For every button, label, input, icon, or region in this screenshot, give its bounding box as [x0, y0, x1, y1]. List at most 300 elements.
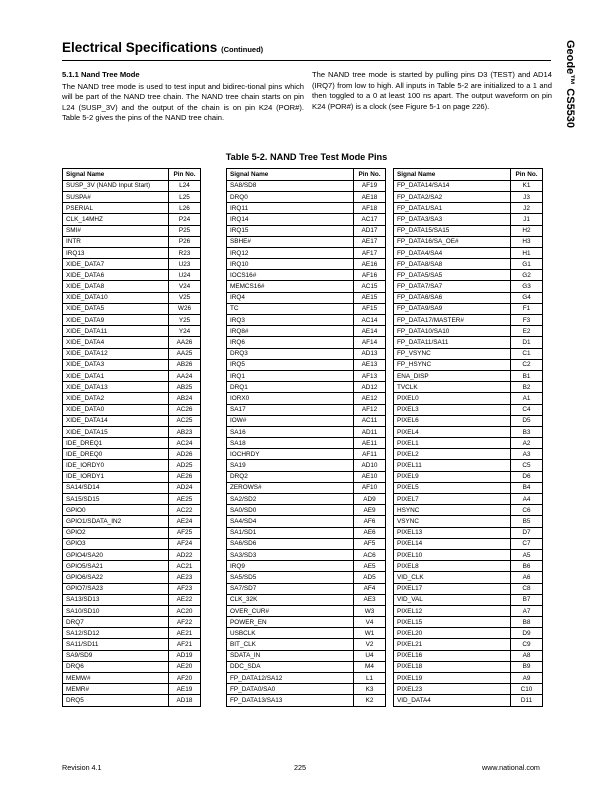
table-row	[227, 661, 386, 672]
table-row	[63, 516, 201, 527]
table-row	[227, 214, 386, 225]
signal-name-cell: MEMR#	[63, 684, 169, 695]
signal-name-cell: PIXEL20	[394, 628, 511, 639]
signal-name-cell: GPIO6/SA22	[63, 572, 169, 583]
footer-url[interactable]: www.national.com	[482, 763, 540, 772]
table-row	[394, 438, 543, 449]
pin-number-cell: C9	[511, 639, 543, 650]
table-row	[227, 303, 386, 314]
signal-name-cell: SA5/SD5	[227, 572, 354, 583]
pin-number-cell: AE17	[354, 236, 386, 247]
section-heading: 5.1.1 Nand Tree Mode	[62, 70, 140, 79]
table-row	[227, 348, 386, 359]
signal-name-cell: XIDE_DATA3	[63, 359, 169, 370]
pin-number-cell: AF16	[354, 270, 386, 281]
table-row	[227, 527, 386, 538]
signal-name-cell: DRQ0	[227, 191, 354, 202]
table-row	[227, 505, 386, 516]
signal-name-cell: XIDE_DATA2	[63, 393, 169, 404]
pin-number-cell: C7	[511, 538, 543, 549]
pin-number-cell: V24	[169, 281, 201, 292]
table-row	[394, 628, 543, 639]
signal-name-cell: FP_DATA13/SA13	[227, 695, 354, 706]
signal-name-cell: IRQ6	[227, 337, 354, 348]
table-row	[394, 583, 543, 594]
pin-number-cell: AD11	[354, 426, 386, 437]
signal-name-cell: MEMW#	[63, 673, 169, 684]
signal-name-cell: PIXEL6	[394, 415, 511, 426]
signal-name-cell: DRQ7	[63, 617, 169, 628]
signal-name-cell: PIXEL13	[394, 527, 511, 538]
signal-name-cell: PIXEL14	[394, 538, 511, 549]
table-row	[63, 494, 201, 505]
pin-number-cell: L24	[169, 180, 201, 191]
signal-name-cell: TVCLK	[394, 382, 511, 393]
signal-name-cell: MEMCS16#	[227, 281, 354, 292]
signal-name-cell: CLK_14MHZ	[63, 214, 169, 225]
signal-name-cell: IRQ4	[227, 292, 354, 303]
table-row	[63, 191, 201, 202]
signal-name-cell: PIXEL7	[394, 494, 511, 505]
pin-number-cell: A2	[511, 438, 543, 449]
signal-name-cell: PIXEL2	[394, 449, 511, 460]
signal-name-cell: SA13/SD13	[63, 594, 169, 605]
pin-number-cell: J2	[511, 203, 543, 214]
pin-table-group-3	[393, 168, 543, 707]
table-row	[63, 292, 201, 303]
pin-number-cell: AE6	[354, 527, 386, 538]
signal-name-cell: FP_DATA8/SA8	[394, 259, 511, 270]
table-row	[394, 549, 543, 560]
pin-number-cell: B5	[511, 516, 543, 527]
pin-number-cell: AF17	[354, 247, 386, 258]
signal-name-cell: XIDE_DATA8	[63, 281, 169, 292]
table-row	[394, 247, 543, 258]
pin-number-cell: W3	[354, 605, 386, 616]
signal-name-cell: XIDE_DATA4	[63, 337, 169, 348]
pin-number-cell: AC26	[169, 404, 201, 415]
pin-number-cell: B8	[511, 617, 543, 628]
table-row	[63, 393, 201, 404]
table-row	[227, 191, 386, 202]
table-row	[394, 460, 543, 471]
pin-number-cell: AE15	[354, 292, 386, 303]
table-row	[227, 359, 386, 370]
table-row	[227, 583, 386, 594]
pin-number-cell: B1	[511, 370, 543, 381]
signal-name-cell: FP_DATA0/SA0	[227, 684, 354, 695]
table-row	[227, 684, 386, 695]
pin-number-cell: AE16	[354, 259, 386, 270]
table-row	[227, 650, 386, 661]
pin-number-cell: AE18	[354, 191, 386, 202]
signal-name-cell: PIXEL3	[394, 404, 511, 415]
signal-name-cell: SBHE#	[227, 236, 354, 247]
signal-name-header: Signal Name	[227, 169, 354, 181]
pin-number-cell: A3	[511, 449, 543, 460]
signal-name-cell: IRQ14	[227, 214, 354, 225]
pin-number-cell: AE19	[169, 684, 201, 695]
signal-name-cell: PIXEL5	[394, 482, 511, 493]
signal-name-cell: PIXEL10	[394, 549, 511, 560]
pin-number-cell: B4	[511, 482, 543, 493]
table-row	[63, 225, 201, 236]
pin-number-cell: F3	[511, 315, 543, 326]
pin-number-cell: AF14	[354, 337, 386, 348]
signal-name-cell: IDE_DREQ0	[63, 449, 169, 460]
table-row	[63, 348, 201, 359]
pin-number-cell: AD22	[169, 549, 201, 560]
signal-name-cell: XIDE_DATA15	[63, 426, 169, 437]
pin-number-cell: AE25	[169, 494, 201, 505]
signal-name-cell: XIDE_DATA13	[63, 382, 169, 393]
pin-number-cell: B2	[511, 382, 543, 393]
signal-name-cell: GPIO7/SA23	[63, 583, 169, 594]
signal-name-cell: FP_DATA11/SA11	[394, 337, 511, 348]
pin-number-cell: AE26	[169, 471, 201, 482]
pin-number-cell: L25	[169, 191, 201, 202]
signal-name-cell: PSERIAL	[63, 203, 169, 214]
pin-number-cell: AC15	[354, 281, 386, 292]
table-row	[63, 315, 201, 326]
pin-number-cell: AF6	[354, 516, 386, 527]
signal-name-cell: FP_DATA14/SA14	[394, 180, 511, 191]
pin-number-cell: AF13	[354, 370, 386, 381]
table-row	[394, 303, 543, 314]
signal-name-cell: PIXEL21	[394, 639, 511, 650]
table-row	[227, 471, 386, 482]
pin-number-cell: E2	[511, 326, 543, 337]
signal-name-cell: XIDE_DATA12	[63, 348, 169, 359]
signal-name-cell: XIDE_DATA0	[63, 404, 169, 415]
table-row	[394, 594, 543, 605]
signal-name-cell: FP_DATA12/SA12	[227, 673, 354, 684]
pin-number-cell: V2	[354, 639, 386, 650]
table-row	[394, 516, 543, 527]
signal-name-cell: XIDE_DATA7	[63, 259, 169, 270]
table-row	[63, 259, 201, 270]
table-row	[394, 605, 543, 616]
signal-name-cell: PIXEL1	[394, 438, 511, 449]
pin-number-cell: AC24	[169, 438, 201, 449]
pin-number-cell: V4	[354, 617, 386, 628]
table-row	[394, 561, 543, 572]
table-row	[227, 538, 386, 549]
table-row	[63, 594, 201, 605]
footer-page-number: 225	[294, 763, 306, 772]
signal-name-cell: ENA_DISP	[394, 370, 511, 381]
table-row	[63, 583, 201, 594]
pin-number-header: Pin No.	[511, 169, 543, 181]
pin-number-cell: AE20	[169, 661, 201, 672]
table-row	[394, 236, 543, 247]
pin-number-cell: K1	[511, 180, 543, 191]
signal-name-cell: SA14/SD14	[63, 482, 169, 493]
pin-number-cell: AD26	[169, 449, 201, 460]
pin-number-cell: G3	[511, 281, 543, 292]
table-row	[63, 572, 201, 583]
signal-name-cell: ZEROWS#	[227, 482, 354, 493]
signal-name-cell: FP_DATA10/SA10	[394, 326, 511, 337]
table-row	[63, 359, 201, 370]
pin-number-cell: AF15	[354, 303, 386, 314]
table-row	[63, 438, 201, 449]
table-row	[63, 471, 201, 482]
pin-number-cell: L1	[354, 673, 386, 684]
table-row	[227, 673, 386, 684]
table-header-row	[394, 169, 543, 181]
pin-number-cell: AE5	[354, 561, 386, 572]
pin-number-cell: AD25	[169, 460, 201, 471]
pin-number-cell: U24	[169, 270, 201, 281]
table-row	[227, 494, 386, 505]
signal-name-cell: SA2/SD2	[227, 494, 354, 505]
page-title: Electrical Specifications (Continued)	[62, 40, 264, 55]
pin-number-cell: A6	[511, 572, 543, 583]
table-row	[394, 359, 543, 370]
table-row	[63, 449, 201, 460]
table-row	[63, 281, 201, 292]
signal-name-cell: VID_CLK	[394, 572, 511, 583]
pin-number-cell: AF10	[354, 482, 386, 493]
table-row	[63, 639, 201, 650]
pin-number-cell: AC6	[354, 549, 386, 560]
pin-number-header: Pin No.	[354, 169, 386, 181]
signal-name-cell: TC	[227, 303, 354, 314]
pin-number-cell: A9	[511, 673, 543, 684]
signal-name-cell: PIXEL18	[394, 661, 511, 672]
pin-number-cell: AD13	[354, 348, 386, 359]
signal-name-cell: SA12/SD12	[63, 628, 169, 639]
pin-number-cell: D9	[511, 628, 543, 639]
table-row	[227, 337, 386, 348]
pin-number-cell: B7	[511, 594, 543, 605]
table-row	[394, 494, 543, 505]
pin-number-cell: AF12	[354, 404, 386, 415]
signal-name-cell: VID_DATA4	[394, 695, 511, 706]
signal-name-cell: VID_VAL	[394, 594, 511, 605]
signal-name-cell: FP_DATA4/SA4	[394, 247, 511, 258]
table-row	[394, 281, 543, 292]
signal-name-cell: IRQ11	[227, 203, 354, 214]
table-row	[227, 460, 386, 471]
signal-name-cell: GPIO2	[63, 527, 169, 538]
pin-number-cell: AE22	[169, 594, 201, 605]
table-row	[63, 180, 201, 191]
table-row	[63, 382, 201, 393]
table-row	[394, 315, 543, 326]
signal-name-cell: HSYNC	[394, 505, 511, 516]
signal-name-cell: IOW#	[227, 415, 354, 426]
side-product-label: Geode™ CS5530	[564, 40, 576, 129]
table-row	[394, 259, 543, 270]
pin-number-cell: AD12	[354, 382, 386, 393]
pin-number-cell: AE12	[354, 393, 386, 404]
signal-name-cell: SA4/SD4	[227, 516, 354, 527]
left-text-column	[62, 70, 304, 124]
table-row	[63, 303, 201, 314]
signal-name-cell: SDATA_IN	[227, 650, 354, 661]
pin-number-cell: C1	[511, 348, 543, 359]
table-row	[227, 549, 386, 560]
table-row	[63, 326, 201, 337]
pin-number-cell: G1	[511, 259, 543, 270]
pin-number-cell: W1	[354, 628, 386, 639]
pin-number-cell: AF18	[354, 203, 386, 214]
table-row	[227, 225, 386, 236]
signal-name-cell: IORX0	[227, 393, 354, 404]
table-row	[63, 684, 201, 695]
pin-number-cell: AA24	[169, 370, 201, 381]
table-row	[394, 404, 543, 415]
table-row	[394, 348, 543, 359]
table-row	[227, 281, 386, 292]
pin-number-cell: Y25	[169, 315, 201, 326]
signal-name-header: Signal Name	[63, 169, 169, 181]
table-row	[227, 482, 386, 493]
pin-number-cell: AD17	[354, 225, 386, 236]
pin-number-cell: K2	[354, 695, 386, 706]
pin-number-cell: AC21	[169, 561, 201, 572]
signal-name-cell: PIXEL11	[394, 460, 511, 471]
pin-number-cell: AF5	[354, 538, 386, 549]
signal-name-cell: XIDE_DATA6	[63, 270, 169, 281]
signal-name-cell: GPIO5/SA21	[63, 561, 169, 572]
signal-name-cell: XIDE_DATA14	[63, 415, 169, 426]
signal-name-cell: IRQ5	[227, 359, 354, 370]
signal-name-cell: FP_DATA3/SA3	[394, 214, 511, 225]
pin-number-cell: AF20	[169, 673, 201, 684]
signal-name-cell: DRQ2	[227, 471, 354, 482]
signal-name-cell: SMI#	[63, 225, 169, 236]
table-row	[63, 370, 201, 381]
signal-name-cell: GPIO3	[63, 538, 169, 549]
table-row	[227, 516, 386, 527]
signal-name-cell: GPIO4/SA20	[63, 549, 169, 560]
pin-number-cell: W26	[169, 303, 201, 314]
table-row	[227, 370, 386, 381]
pin-number-cell: AD5	[354, 572, 386, 583]
signal-name-cell: USBCLK	[227, 628, 354, 639]
table-row	[394, 673, 543, 684]
pin-number-cell: C6	[511, 505, 543, 516]
table-row	[394, 180, 543, 191]
signal-name-cell: XIDE_DATA9	[63, 315, 169, 326]
table-row	[227, 393, 386, 404]
pin-number-cell: AC11	[354, 415, 386, 426]
signal-name-cell: IRQ8#	[227, 326, 354, 337]
table-row	[227, 203, 386, 214]
signal-name-cell: IOCHRDY	[227, 449, 354, 460]
table-row	[227, 617, 386, 628]
table-row	[63, 270, 201, 281]
table-row	[227, 236, 386, 247]
table-row	[394, 617, 543, 628]
signal-name-cell: FP_DATA6/SA6	[394, 292, 511, 303]
signal-name-cell: SA0/SD0	[227, 505, 354, 516]
signal-name-cell: SA16	[227, 426, 354, 437]
signal-name-cell: IRQ3	[227, 315, 354, 326]
pin-number-cell: AE21	[169, 628, 201, 639]
pin-number-cell: G2	[511, 270, 543, 281]
pin-number-cell: AD19	[169, 650, 201, 661]
signal-name-cell: IDE_DREQ1	[63, 438, 169, 449]
signal-name-cell: IRQ10	[227, 259, 354, 270]
right-paragraph: The NAND tree mode is started by pulling pins D3 (TEST) and AD14 (IRQ7) from low to high. All inputs in Table 5-2 are initialized to a 1 and then toggled to a 0 at least 100 ns apart. The output waveform on pin K24 (POR#) is a clock (see Figure 5-1 on page 226).	[312, 70, 552, 111]
signal-name-cell: PIXEL8	[394, 561, 511, 572]
signal-name-cell: GPIO1/SDATA_IN2	[63, 516, 169, 527]
signal-name-cell: PIXEL0	[394, 393, 511, 404]
pin-number-cell: AF25	[169, 527, 201, 538]
pin-number-cell: V25	[169, 292, 201, 303]
pin-number-cell: C5	[511, 460, 543, 471]
table-row	[227, 415, 386, 426]
table-row	[63, 415, 201, 426]
pin-number-cell: AE24	[169, 516, 201, 527]
table-row	[394, 326, 543, 337]
signal-name-cell: FP_DATA17/MASTER#	[394, 315, 511, 326]
pin-number-cell: AC22	[169, 505, 201, 516]
pin-table-group-2	[226, 168, 386, 707]
signal-name-cell: FP_VSYNC	[394, 348, 511, 359]
signal-name-cell: IRQ1	[227, 370, 354, 381]
signal-name-cell: IDE_IORDY1	[63, 471, 169, 482]
signal-name-cell: SA19	[227, 460, 354, 471]
pin-number-cell: AE23	[169, 572, 201, 583]
table-header-row	[63, 169, 201, 181]
table-row	[63, 203, 201, 214]
table-row	[394, 214, 543, 225]
signal-name-cell: XIDE_DATA5	[63, 303, 169, 314]
pin-number-cell: AF21	[169, 639, 201, 650]
continued-label: (Continued)	[221, 45, 264, 54]
table-row	[227, 449, 386, 460]
pin-number-cell: AB24	[169, 393, 201, 404]
table-row	[227, 292, 386, 303]
table-row	[63, 247, 201, 258]
table-row	[394, 415, 543, 426]
pin-number-cell: M4	[354, 661, 386, 672]
pin-number-cell: D7	[511, 527, 543, 538]
table-row	[63, 561, 201, 572]
table-row	[394, 639, 543, 650]
table-row	[394, 695, 543, 706]
pin-number-cell: C2	[511, 359, 543, 370]
table-row	[394, 426, 543, 437]
pin-number-cell: AB25	[169, 382, 201, 393]
signal-name-cell: SA1/SD1	[227, 527, 354, 538]
signal-name-cell: IOCS16#	[227, 270, 354, 281]
table-row	[63, 650, 201, 661]
pin-number-cell: A4	[511, 494, 543, 505]
signal-name-cell: SA9/SD9	[63, 650, 169, 661]
table-row	[394, 482, 543, 493]
signal-name-cell: SUSPA#	[63, 191, 169, 202]
table-row	[227, 259, 386, 270]
table-row	[394, 191, 543, 202]
table-row	[394, 471, 543, 482]
pin-number-cell: AE13	[354, 359, 386, 370]
pin-number-cell: B9	[511, 661, 543, 672]
pin-number-cell: AF23	[169, 583, 201, 594]
pin-number-cell: D11	[511, 695, 543, 706]
signal-name-cell: FP_DATA2/SA2	[394, 191, 511, 202]
signal-name-cell: IRQ9	[227, 561, 354, 572]
signal-name-cell: SA10/SD10	[63, 605, 169, 616]
table-caption: Table 5-2. NAND Tree Test Mode Pins	[225, 152, 388, 162]
pin-number-cell: H2	[511, 225, 543, 236]
pin-number-cell: D5	[511, 415, 543, 426]
